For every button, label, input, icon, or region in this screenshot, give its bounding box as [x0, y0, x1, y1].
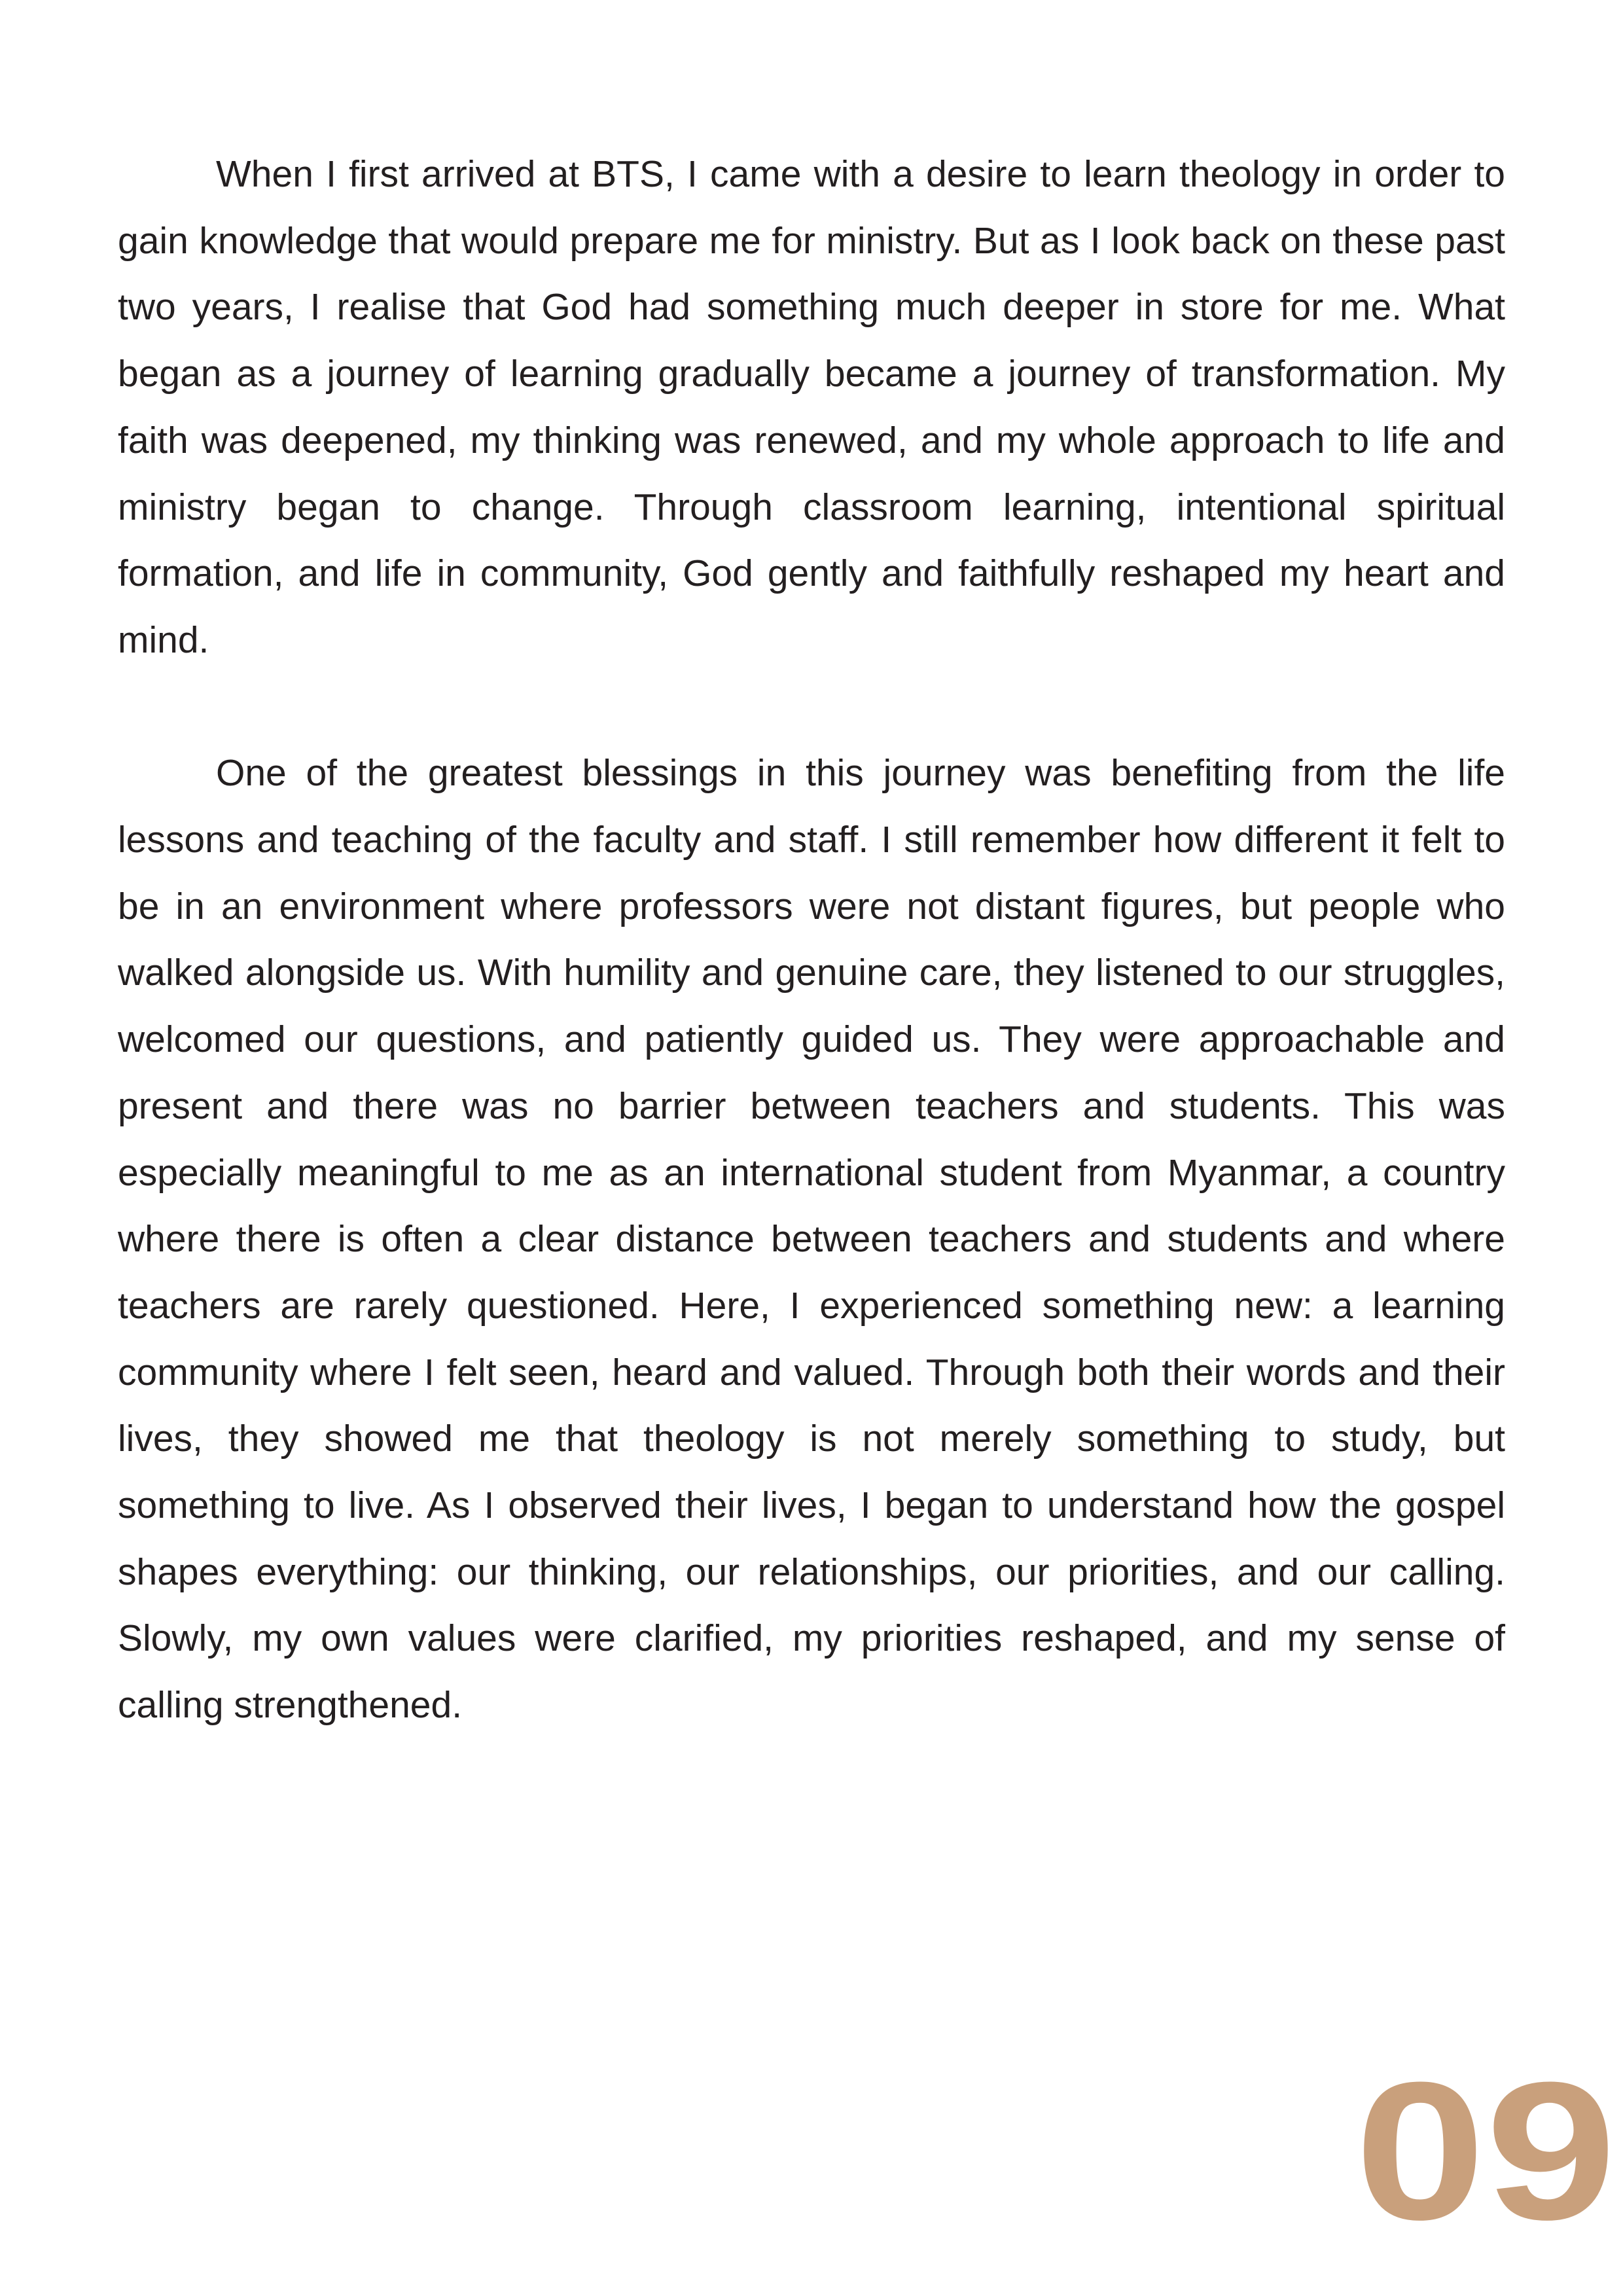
paragraph-2: One of the greatest blessings in this journey was benefiting from the life lessons and teaching of the faculty and staff. I still remember how different it felt to be in an environment where professors were not distant figures, but people who walked alongside us. With humility and genuine care, they listened to our struggles, welcomed our questions, and patiently guided us. They were approachable and present and there was no barrier between teachers and students. This was especially meaningful to me as an international student from Myanmar, a country where there is often a clear distance between teachers and students and where teachers are rarely questioned. Here, I experienced something new: a learning community where I felt seen, heard and valued. Through both their words and their lives, they showed me that theology is not merely something to study, but something to live. As I observed their lives, I began to understand how the gospel shapes everything: our thinking, our relationships, our priorities, and our calling. Slowly, my own values were clarified, my priorities reshaped, and my sense of calling strengthened.	[118, 752, 1505, 1727]
page-number-text: 09	[1355, 2041, 1616, 2238]
body-text	[118, 141, 1505, 1739]
paragraph-1: When I first arrived at BTS, I came with a desire to learn theology in order to gain knowledge that would prepare me for ministry. But as I look back on these past two years, I realise that God had something much deeper in store for me. What began as a journey of learning gradually became a journey of transformation. My faith was deepened, my thinking was renewed, and my whole approach to life and ministry began to change. Through classroom learning, intentional spiritual formation, and life in community, God gently and faithfully reshaped my heart and mind.	[118, 153, 1505, 661]
page-number	[1348, 2022, 1623, 2238]
